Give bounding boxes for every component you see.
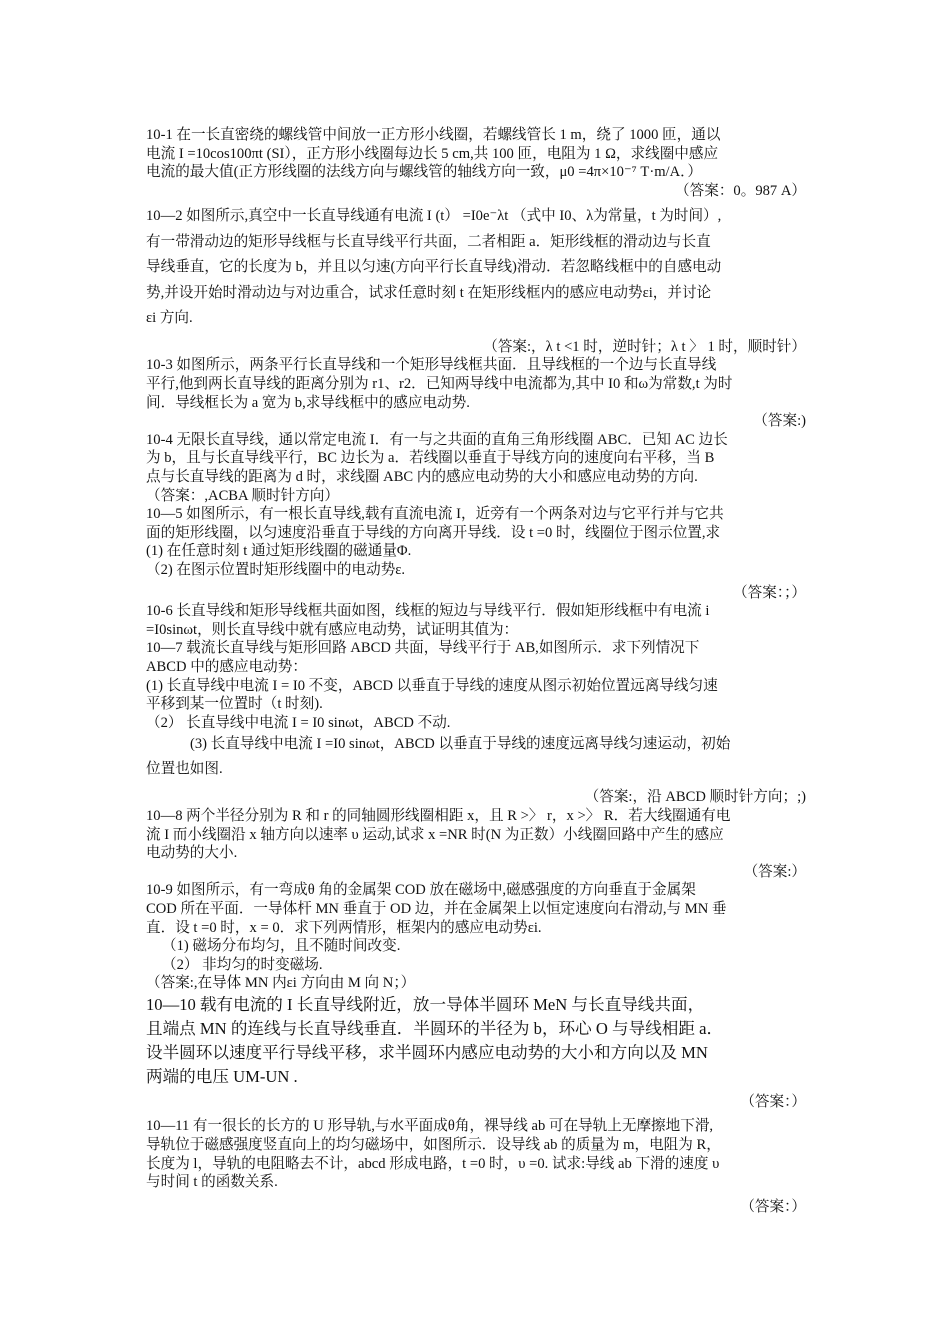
text-line: 10-3 如图所示，两条平行长直导线和一个矩形导线框共面．且导线框的一个边与长直导线 xyxy=(146,357,717,374)
text-line: （答案:,在导体 MN 内εi 方向由 M 向 N；） xyxy=(146,975,416,992)
text-line: 面的矩形线圈，以匀速度沿垂直于导线的方向离开导线．设 t =0 时，线圈位于图示位置,求 xyxy=(146,524,721,541)
text-line: COD 所在平面．一导体杆 MN 垂直于 OD 边，并在金属架上以恒定速度向右滑动,与 MN 垂 xyxy=(146,900,727,917)
answer: （答案:） xyxy=(743,863,806,880)
text-line: 电流 I =10cos100πt (SI），正方形小线圈每边长 5 cm,共 100 匝，电阻为 1 Ω，求线圈中感应 xyxy=(146,145,719,162)
problem-10-5 xyxy=(146,505,806,602)
answer: （答案：；） xyxy=(733,584,806,601)
answer: （答案:) xyxy=(753,413,806,430)
text-line: 10—5 如图所示，有一根长直导线,载有直流电流 I，近旁有一个两条对边与它平行并与它共 xyxy=(146,506,724,523)
problem-10-3 xyxy=(146,356,806,430)
text-line: （2) 在图示位置时矩形线圈中的电动势ε. xyxy=(146,562,406,578)
text-line: 电动势的大小. xyxy=(146,845,238,862)
text-line: (1) 在任意时刻 t 通过矩形线圈的磁通量Φ. xyxy=(146,543,412,560)
text-line: (1) 长直导线中电流 I = I0 不变，ABCD 以垂直于导线的速度从图示初始位置远离导线匀速 xyxy=(146,677,718,694)
text-line: 平行,他到两长直导线的距离分别为 r1、r2．已知两导线中电流都为,其中 I0 和ω为常数,t 为时 xyxy=(146,376,733,393)
text-line: 直．设 t =0 时，x = 0．求下列两情形，框架内的感应电动势εi. xyxy=(146,919,542,936)
answer: （答案:，沿 ABCD 顺时针方向；;) xyxy=(584,789,806,806)
text-line: ABCD 中的感应电动势： xyxy=(146,658,307,675)
problem-10-7 xyxy=(146,639,806,807)
problem-10-11 xyxy=(146,1117,806,1216)
answer: （答案：0。987 A） xyxy=(675,182,806,199)
text-line: 10—8 两个半径分别为 R 和 r 的同轴圆形线圈相距 x，且 R >〉 r，x >〉 R．若大线圈通有电 xyxy=(146,807,731,824)
text-line: （2） 长直导线中电流 I = I0 sinωt，ABCD 不动. xyxy=(146,714,451,731)
text-line: 10-1 在一长直密绕的螺线管中间放一正方形小线圈，若螺线管长 1 m，绕了 1000 匝，通以 xyxy=(146,127,721,143)
text-line: （2） 非均匀的时变磁场. xyxy=(162,956,323,973)
text-line: 设半圆环以速度平行导线平移，求半圆环内感应电动势的大小和方向以及 MN xyxy=(146,1042,708,1062)
text-line: 势,并设开始时滑动边与对边重合，试求任意时刻 t 在矩形线框内的感应电动势εi，并讨论 xyxy=(146,284,712,301)
problem-10-10 xyxy=(146,993,806,1089)
problem-10-9 xyxy=(146,881,806,993)
text-line: 10-6 长直导线和矩形导线框共面如图，线框的短边与导线平行．假如矩形线框中有电流 i xyxy=(146,603,710,620)
problem-10-6 xyxy=(146,602,806,639)
text-line: 流 I 而小线圈沿 x 轴方向以速率 υ 运动,试求 x =NR 时(N 为正数）小线圈回路中产生的感应 xyxy=(146,826,724,843)
text-line: 且端点 MN 的连线与长直导线垂直．半圆环的半径为 b，环心 O 与导线相距 a． xyxy=(146,1018,724,1038)
text-line: (3) 长直导线中电流 I =I0 sinωt，ABCD 以垂直于导线的速度远离导线匀速运动，初始 xyxy=(190,736,731,753)
text-line: 电流的最大值(正方形线圈的法线方向与螺线管的轴线方向一致，μ0 =4π×10⁻⁷ T·m/A．） xyxy=(146,164,703,181)
text-line: 为 b，且与长直导线平行，BC 边长为 a．若线圈以垂直于导线方向的速度向右平移，当 B xyxy=(146,450,715,467)
problem-10-8 xyxy=(146,807,806,881)
text-line: =I0sinωt，则长直导线中就有感应电动势，试证明其值为： xyxy=(146,621,519,638)
text-line: （1) 磁场分布均匀，且不随时间改变. xyxy=(162,938,401,955)
text-line: 有一带滑动边的矩形导线框与长直导线平行共面，二者相距 a．矩形线框的滑动边与长直 xyxy=(146,233,711,250)
text-line: 位置也如图. xyxy=(146,761,223,778)
text-line: 10-9 如图所示，有一弯成θ 角的金属架 COD 放在磁场中,磁感强度的方向垂直于金属架 xyxy=(146,882,696,899)
text-line: 10—10 载有电流的 I 长直导线附近，放一导体半圆环 MeN 与长直导线共面， xyxy=(146,994,705,1014)
text-line: 与时间 t 的函数关系. xyxy=(146,1174,278,1191)
answer: （答案:，λ t <1 时，逆时针；λ t 〉 1 时，顺时针） xyxy=(483,338,806,355)
problem-10-2 xyxy=(146,204,806,332)
answer: （答案：） xyxy=(740,1093,806,1110)
text-line: 两端的电压 UM-UN . xyxy=(146,1066,298,1086)
problem-10-1 xyxy=(146,126,806,200)
answer: （答案：） xyxy=(740,1198,806,1215)
text-line: （答案：,ACBA 顺时针方向） xyxy=(146,487,339,504)
text-line: 导轨位于磁感强度竖直向上的均匀磁场中，如图所示．设导线 ab 的质量为 m，电阻为 R， xyxy=(146,1137,721,1154)
text-line: 导线垂直，它的长度为 b，并且以匀速(方向平行长直导线)滑动．若忽略线框中的自感电动 xyxy=(146,259,722,276)
problem-10-4 xyxy=(146,431,806,505)
text-line: 间．导线框长为 a 宽为 b,求导线框中的感应电动势. xyxy=(146,394,470,411)
text-line: 10—11 有一很长的长方的 U 形导轨,与水平面成θ角，裸导线 ab 可在导轨上无摩擦地下滑, xyxy=(146,1118,714,1135)
document-page xyxy=(146,126,806,1216)
text-line: 点与长直导线的距离为 d 时，求线圈 ABC 内的感应电动势的大小和感应电动势的方向. xyxy=(146,469,698,486)
text-line: 平移到某一位置时（t 时刻). xyxy=(146,696,323,713)
text-line: 10-4 无限长直导线，通以常定电流 I．有一与之共面的直角三角形线圈 ABC．已知 AC 边长 xyxy=(146,431,728,448)
text-line: 10—2 如图所示,真空中一长直导线通有电流 I (t） =I0e⁻λt （式中 I0、λ为常量，t 为时间）, xyxy=(146,208,722,225)
subpart-3 xyxy=(146,732,806,782)
text-line: 10—7 载流长直导线与矩形回路 ABCD 共面，导线平行于 AB,如图所示．求下列情况下 xyxy=(146,640,700,657)
text-line: 长度为 l，导轨的电阻略去不计，abcd 形成电路，t =0 时，υ =0. 试求:导线 ab 下滑的速度 υ xyxy=(146,1155,720,1172)
text-line: εi 方向. xyxy=(146,310,193,327)
